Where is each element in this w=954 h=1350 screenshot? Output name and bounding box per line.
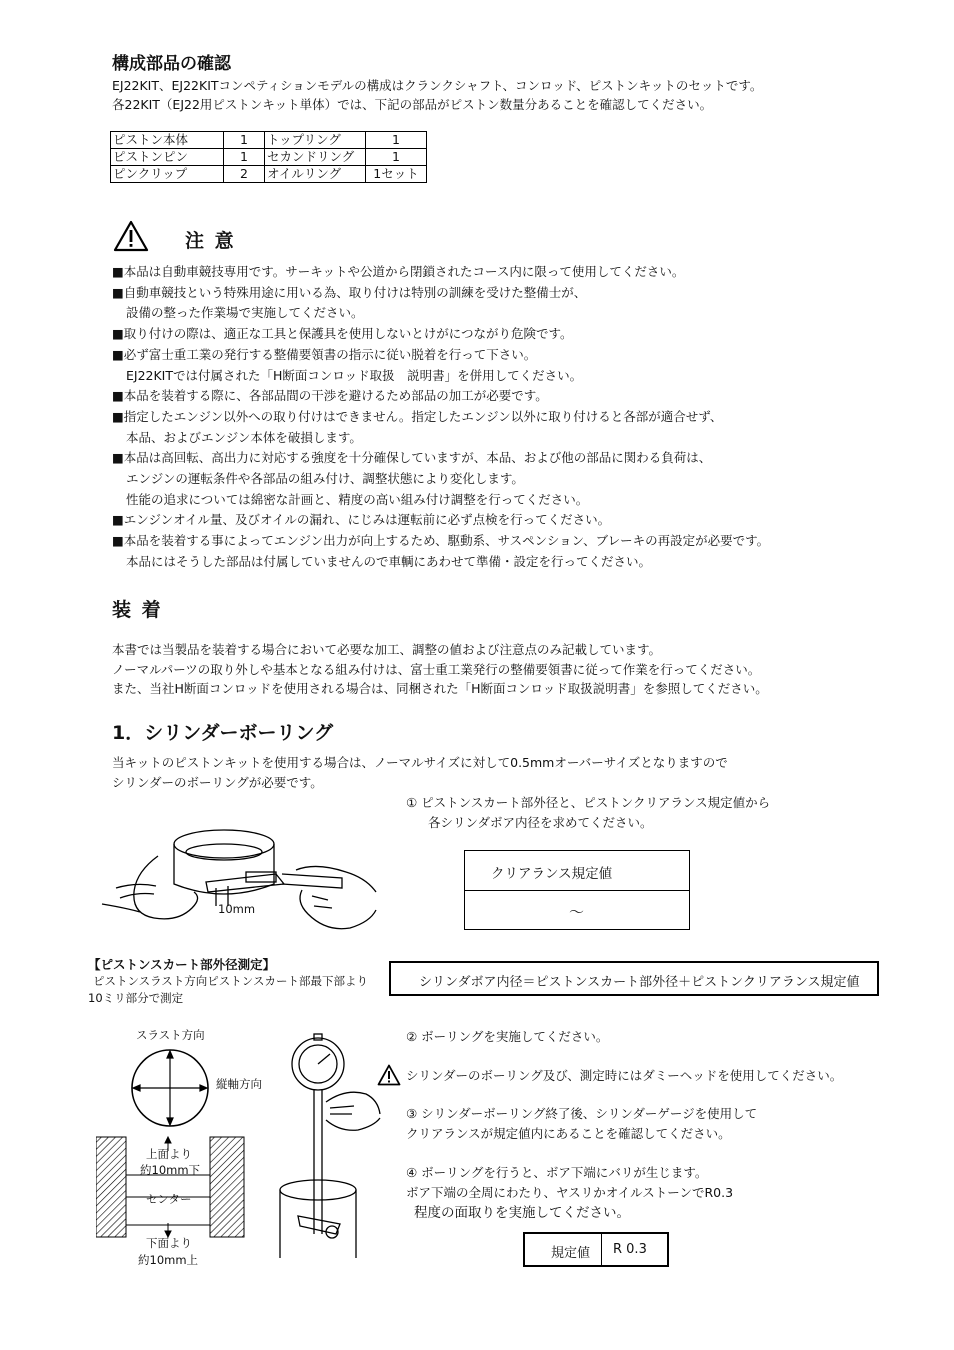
table-cell: セカンドリング [265,149,366,166]
step1-line2: 各シリンダボア内径を求めてください。 [428,815,653,830]
boring-title: 1．シリンダーボーリング [112,722,334,744]
table-cell: ピストン本体 [111,132,224,149]
list-item: ■エンジンオイル量、及びオイルの漏れ、にじみは運転前に必ず点検を行ってください。 [112,512,611,528]
formula-text: シリンダボア内径＝ピストンスカート部外径＋ピストンクリアランス規定値 [419,975,860,990]
spec-box [523,1232,669,1267]
spec-value: R 0.3 [613,1242,647,1257]
table-cell: 1 [366,149,427,166]
table-cell: トップリング [265,132,366,149]
center-position-label: センター [146,1192,192,1206]
caution-title: 注 意 [185,230,236,252]
list-item: 性能の追求については綿密な計画と、精度の高い組み付け調整を行ってください。 [126,491,589,507]
top-position-label1: 上面より [146,1147,192,1161]
list-item: ■本品は高回転、高出力に対応する強度を十分確保していますが、本品、および他の部品に関わる負荷は、 [112,450,712,466]
parts-check-title: 構成部品の確認 [112,54,231,74]
step4-line3: 程度の面取りを実施してください。 [414,1205,630,1221]
caution-list [112,262,769,573]
table-cell: 1 [224,149,265,166]
warning-icon [113,220,149,252]
step1-line1: ① ピストンスカート部外径と、ピストンクリアランス規定値から [406,795,771,810]
table-cell: ピンクリップ [111,166,224,183]
warning-small-icon [377,1064,401,1086]
bore-direction-diagram [128,1046,212,1130]
list-item: ■取り付けの際は、適正な工具と保護具を使用しないとけがにつながり危険です。 [112,326,573,342]
installation-line2: ノーマルパーツの取り外しや基本となる組み付けは、富士重工業発行の整備要領書に従って作業を行ってください。 [112,662,761,677]
table-cell: オイルリング [265,166,366,183]
boring-intro2: シリンダーのボーリングが必要です。 [112,775,323,790]
list-item: ■必ず富士重工業の発行する整備要領書の指示に従い脱着を行って下さい。 [112,346,537,362]
formula-box [389,961,879,996]
measure-title: 【ピストンスカート部外径測定】 [88,957,276,972]
list-item: ■指定したエンジン以外への取り付けはできません。指定したエンジン以外に取り付けると各部が適合せず、 [112,408,723,424]
installation-line1: 本書では当製品を装着する場合において必要な加工、調整の値および注意点のみ記載しています。 [112,642,662,657]
list-item: 本品、およびエンジン本体を破損します。 [126,429,362,445]
cylinder-gauge-illustration [270,1028,382,1264]
installation-line3: また、当社H断面コンロッドを使用される場合は、同梱された「H断面コンロッド取扱説明書」を参照してください。 [112,681,768,696]
list-item: 本品にはそうした部品は付属していませんので車輌にあわせて準備・設定を行ってください。 [126,553,652,569]
piston-dimension-label: 10mm [218,902,256,916]
step3-line2: クリアランスが規定値内にあることを確認してください。 [406,1126,731,1141]
step4-line2: ボア下端の全周にわたり、ヤスリかオイルストーンでR0.3 [406,1185,734,1200]
list-item: ■本品を装着する際に、各部品間の干渉を避けるため部品の加工が必要です。 [112,388,548,404]
list-item: ■本品は自動車競技専用です。サーキットや公道から閉鎖されたコース内に限って使用してください。 [112,264,685,279]
step3-line1: ③ シリンダーボーリング終了後、シリンダーゲージを使用して [406,1106,758,1121]
table-cell: 1 [224,132,265,149]
piston-measurement-illustration [96,822,378,940]
table-cell: 2 [224,166,265,183]
clearance-label: クリアランス規定値 [491,866,613,882]
table-row [111,132,427,149]
bottom-position-label2: 約10mm上 [138,1253,199,1267]
list-item: ■本品を装着する事によってエンジン出力が向上するため、駆動系、サスペンション、ブレーキの再設定が必要です。 [112,533,770,549]
parts-table [110,131,427,183]
installation-title: 装 着 [112,599,163,621]
list-item: 設備の整った作業場で実施してください。 [126,305,364,321]
parts-check-line1: EJ22KIT、EJ22KITコンペティションモデルの構成はクランクシャフト、コンロッド、ピストンキットのセットです。 [112,78,763,93]
step2-text: ② ボーリングを実施してください。 [406,1029,609,1044]
table-cell: 1 [366,132,427,149]
warning-text: シリンダーのボーリング及び、測定時にはダミーヘッドを使用してください。 [406,1068,843,1083]
list-item: EJ22KITでは付属された「H断面コンロッド取扱 説明書」を併用してください。 [126,367,583,383]
top-position-label2: 約10mm下 [140,1163,201,1177]
table-row [111,166,427,183]
parts-check-line2: 各22KIT（EJ22用ピストンキット単体）では、下記の部品がピストン数量分あることを確認してください。 [112,97,713,112]
table-cell: 1セット [366,166,427,183]
list-item: エンジンの運転条件や各部品の組み付け、調整状態により変化します。 [126,471,524,487]
clearance-box [464,850,690,930]
measure-line2: 10ミリ部分で測定 [88,991,184,1005]
axial-direction-label: 縦軸方向 [216,1077,262,1091]
table-row [111,149,427,166]
bottom-position-label1: 下面より [146,1236,192,1250]
step4-line1: ④ ボーリングを行うと、ボア下端にバリが生じます。 [406,1165,708,1180]
boring-intro1: 当キットのピストンキットを使用する場合は、ノーマルサイズに対して0.5mmオーバーサイズとなりますので [112,755,728,770]
clearance-value: ～ [569,903,585,921]
measure-line1: ピストンスラスト方向ピストンスカート部最下部より [93,974,368,988]
list-item: ■自動車競技という特殊用途に用いる為、取り付けは特別の訓練を受けた整備士が、 [112,284,587,300]
thrust-direction-label: スラスト方向 [136,1028,205,1042]
spec-label: 規定値 [551,1246,591,1261]
table-cell: ピストンピン [111,149,224,166]
